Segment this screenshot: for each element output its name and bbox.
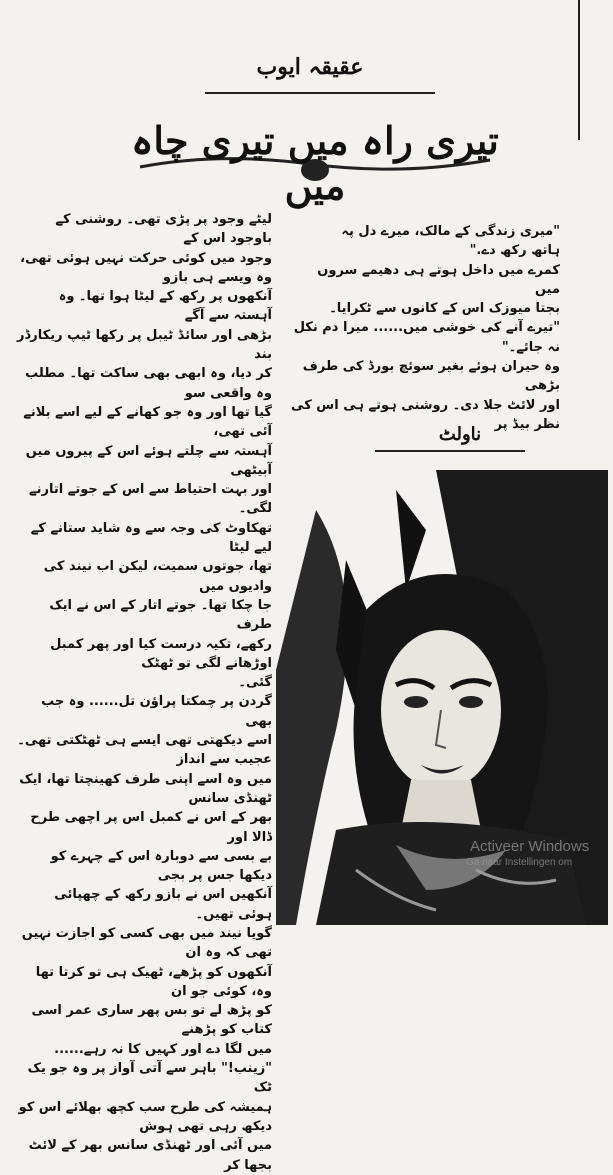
text-line: کو پڑھ لے تو بس پھر ساری عمر اسی کتاب کو پڑھنے [31,1003,272,1038]
watermark-line-2: Ga naar Instellingen om [466,857,573,868]
text-line: اسے دیکھتی تھی ایسے ہی ٹھٹکتی تھی۔ عجیب سے انداز [17,733,272,768]
column-divider-line [578,0,580,140]
left-text-column [16,210,272,1175]
text-line: ہاتھ رکھ دے." [469,243,560,259]
author-name: عقیقہ ایوب [256,54,364,80]
author-underline [205,92,435,94]
text-line: جا چکا تھا۔ جوتے اتار کے اس نے ایک طرف [49,597,272,633]
text-line: آنکھوں پر رکھ کے لیٹا ہوا تھا۔ وہ آہستہ سے آگے [58,289,272,324]
text-line: لیٹے وجود پر پڑی تھی۔ روشنی کے باوجود اس کے [55,212,272,247]
text-line: میں وہ اسے اپنی طرف کھینچتا تھا، ایک ٹھنڈی سانس [19,771,272,806]
text-line: اور لائٹ جلا دی۔ روشنی ہوتے ہی اس کی نظر بیڈ پر [291,397,560,432]
text-line: وہ حیران ہوئے بغیر سوئچ بورڈ کی طرف بڑھی [302,359,560,394]
article-title: تیری راہ میں تیری چاہ میں [131,118,499,208]
text-line: کر دیا، وہ ابھی بھی ساکت تھا۔ مطلب وہ واقعی سو [25,366,272,401]
novel-label-underline [375,450,525,452]
text-line: وجود میں کوئی حرکت نہیں ہوئی تھی، وہ ویسے ہی بازو [20,250,272,285]
text-line: گویا نیند میں بھی کسی کو اجازت نہیں تھی کہ وہ ان [21,925,272,961]
right-text-column [290,222,560,434]
text-line: کمرے میں داخل ہوتے ہی دھیمے سروں میں [317,262,560,297]
windows-activation-watermark [466,838,590,868]
novel-label: ناولٹ [438,424,482,445]
text-line: "زینب!" باہر سے آتی آواز پر وہ جو یک ٹک [27,1061,272,1096]
text-line: آنکھیں اس نے بازو رکھ کے چھپائی ہوئی تھیں۔ [54,887,272,922]
text-line: "میری زندگی کے مالک، میرے دل پہ [341,224,560,239]
text-line: بے بسی سے دوبارہ اس کے چہرے کو دیکھا جس پر بجی [50,848,272,884]
watermark-line-1: Activeer Windows [470,838,590,855]
text-line: رکھے، تکیہ درست کیا اور پھر کمبل اوڑھانے لگی تو ٹھٹک [50,636,272,671]
text-line: میں آئی اور ٹھنڈی سانس بھر کے لائٹ بجھا کر [28,1138,272,1173]
text-line: بھر کے اس نے کمبل اس پر اچھی طرح ڈالا اور [30,810,272,845]
text-line: اور بہت احتیاط سے اس کے جوتے اتارنے لگی۔ [29,482,272,517]
text-line: بجتا میوزک اس کے کانوں سے ٹکرایا۔ [329,301,560,317]
text-line: گیا تھا اور وہ جو کھانے کے لیے اسے بلانے آئی تھی، [23,404,272,440]
text-line: میں لگا دے اور کہیں کا نہ رہے...... [54,1041,272,1057]
text-line: تھکاوٹ کی وجہ سے وہ شاید ستانے کے لیے لیٹا [30,520,272,556]
text-line: آنکھوں کو پڑھے، ٹھیک ہی تو کرتا تھا وہ، کوئی جو ان [35,964,272,999]
text-line: "تیرے آنے کی خوشی میں...... میرا دم نکل نہ جائے۔" [293,320,560,355]
text-line: ہمیشہ کی طرح سب کچھ بھلائے اس کو دیکھ رہی تھی ہوش [18,1099,272,1134]
text-line: آہستہ سے چلتے ہوئے اس کے پیروں میں آبیٹھی [25,443,272,478]
text-line: تھا، جوتوں سمیت، لیکن اب نیند کی وادیوں میں [43,559,272,594]
text-line: گئی۔ [238,675,272,691]
text-line: گردن پر چمکتا پراؤن تل...... وہ جب بھی [41,694,272,729]
text-line: بڑھی اور سائڈ ٹیبل پر رکھا ٹیپ ریکارڈر بند [17,327,272,363]
